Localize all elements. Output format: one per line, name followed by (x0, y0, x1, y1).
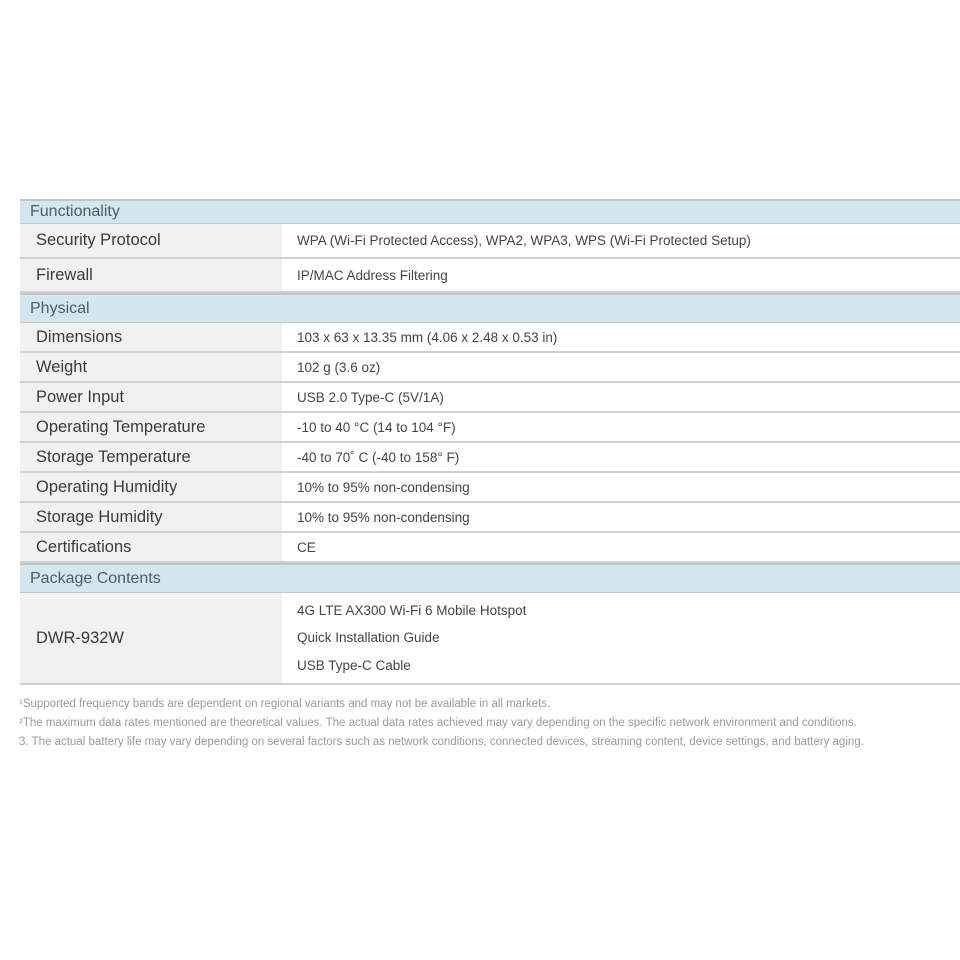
row-value: -40 to 70˚ C (-40 to 158° F) (297, 449, 460, 465)
row-value: CE (297, 539, 316, 555)
row-value: IP/MAC Address Filtering (297, 267, 448, 283)
footnotes (19, 695, 944, 752)
table-row (20, 224, 960, 259)
row-label: Power Input (20, 383, 282, 411)
row-label: Operating Humidity (20, 473, 282, 501)
table-row (20, 533, 960, 563)
table-row (20, 443, 960, 473)
row-label: Storage Temperature (20, 443, 282, 471)
table-row (20, 323, 960, 353)
package-item: Quick Installation Guide (297, 630, 440, 646)
table-row (20, 259, 960, 293)
table-row (20, 593, 960, 685)
row-value: 10% to 95% non-condensing (297, 479, 470, 495)
row-value: 102 g (3.6 oz) (297, 359, 381, 375)
row-value: -10 to 40 °C (14 to 104 °F) (297, 419, 456, 435)
footnote-2: ²The maximum data rates mentioned are theoretical values. The actual data rates achieved may vary depending on the specific network environment and conditions. (19, 717, 857, 729)
table-row (20, 503, 960, 533)
section-title: Package Contents (30, 569, 161, 587)
spec-table (20, 199, 960, 685)
row-label: Weight (20, 353, 282, 381)
row-value: USB 2.0 Type-C (5V/1A) (297, 389, 444, 405)
row-value: 10% to 95% non-condensing (297, 509, 470, 525)
row-label: Firewall (20, 259, 282, 291)
package-item: 4G LTE AX300 Wi-Fi 6 Mobile Hotspot (297, 602, 527, 618)
section-header-physical (20, 293, 960, 323)
table-row (20, 473, 960, 503)
row-label: Security Protocol (20, 224, 282, 257)
row-label: DWR-932W (20, 593, 282, 683)
row-value: WPA (Wi-Fi Protected Access), WPA2, WPA3, WPS (Wi-Fi Protected Setup) (297, 233, 751, 248)
row-label: Dimensions (20, 323, 282, 351)
section-header-package-contents (20, 563, 960, 593)
footnote-1: ¹Supported frequency bands are dependent on regional variants and may not be available in all markets. (19, 698, 551, 710)
section-title: Physical (30, 299, 90, 317)
row-value-list (282, 593, 960, 683)
section-title: Functionality (30, 203, 120, 220)
section-header-functionality (20, 199, 960, 224)
row-label: Certifications (20, 533, 282, 561)
row-label: Storage Humidity (20, 503, 282, 531)
row-label: Operating Temperature (20, 413, 282, 441)
table-row (20, 383, 960, 413)
footnote-3: 3. The actual battery life may vary depending on several factors such as network conditions, connected devices, streaming content, device settings, and battery aging. (19, 736, 864, 748)
table-row (20, 413, 960, 443)
table-row (20, 353, 960, 383)
row-value: 103 x 63 x 13.35 mm (4.06 x 2.48 x 0.53 in) (297, 329, 558, 345)
package-item: USB Type-C Cable (297, 657, 411, 673)
